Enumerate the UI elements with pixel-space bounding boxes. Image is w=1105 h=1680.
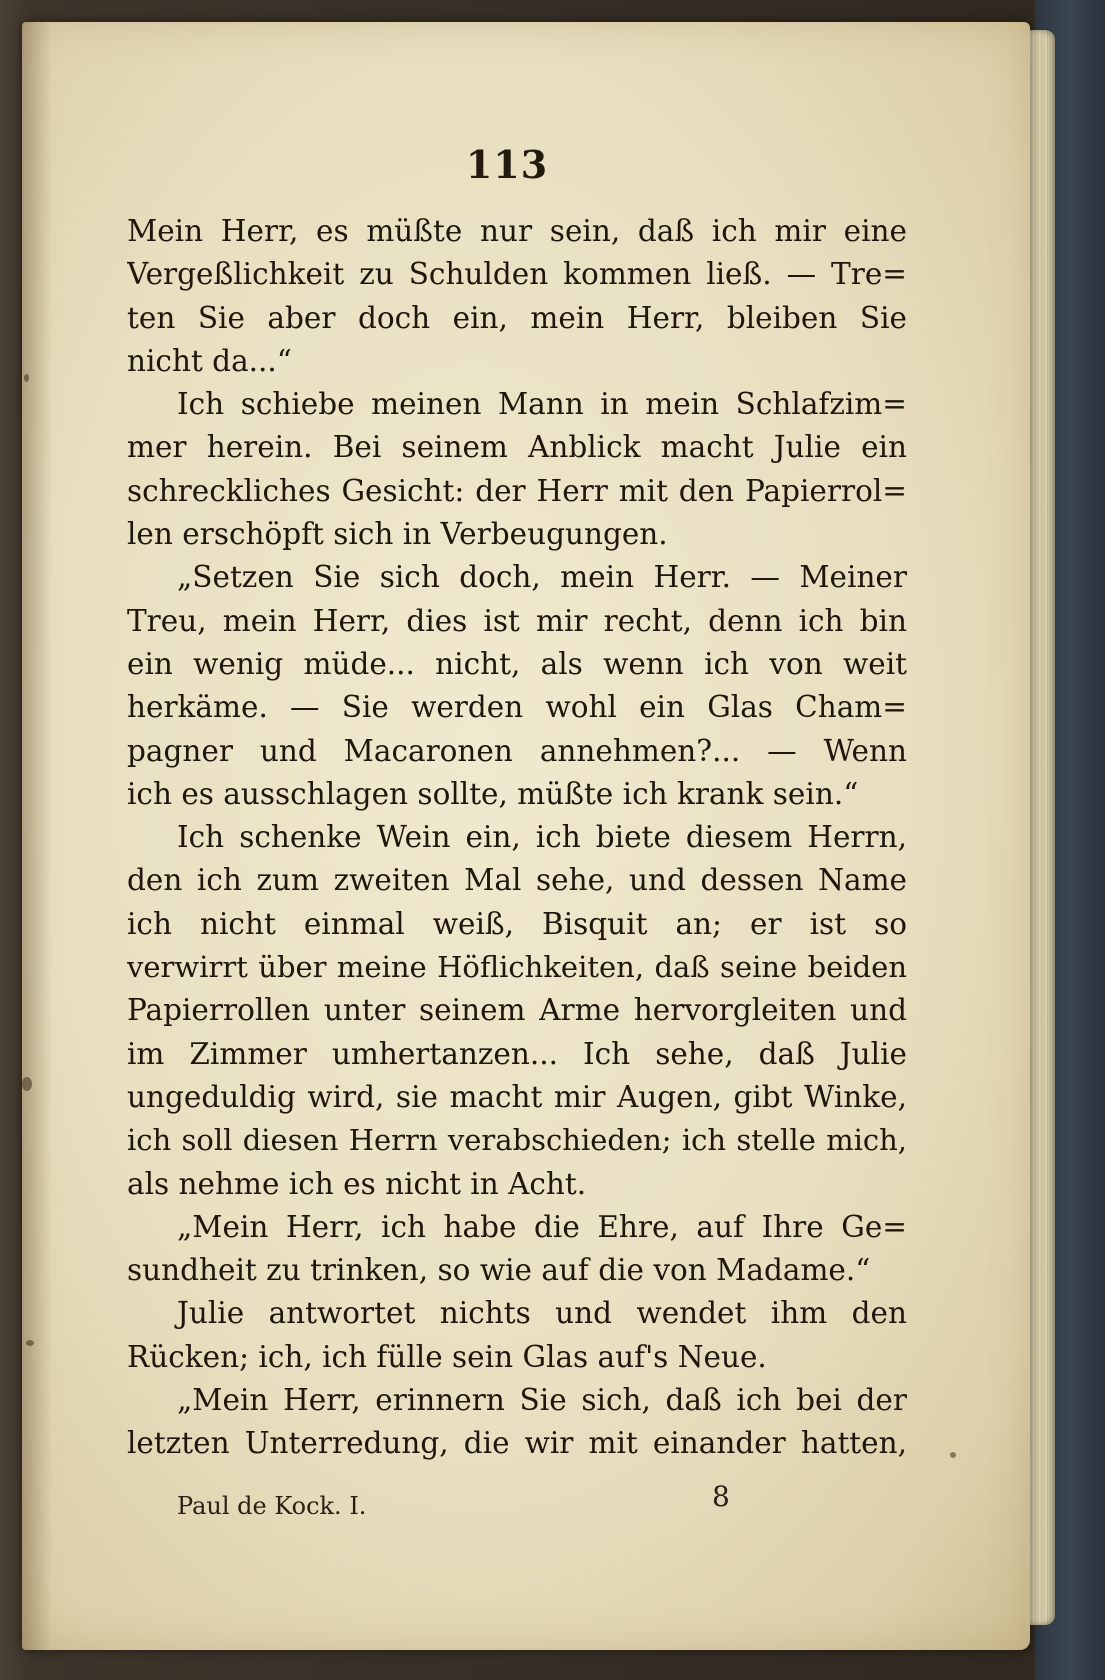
text-line: ich nicht einmal weiß, Bisquit an; er ist so <box>127 906 907 941</box>
text-line: ein wenig müde... nicht, als wenn ich von weit <box>127 646 907 681</box>
page-body-text <box>127 210 907 1466</box>
text-line: ich es ausschlagen sollte, müßte ich krank sein.“ <box>127 776 859 811</box>
text-line: Julie antwortet nichts und wendet ihm den <box>177 1296 907 1331</box>
text-line: Treu, mein Herr, dies ist mir recht, denn ich bin <box>127 603 907 638</box>
footer-signature: Paul de Kock. I. <box>177 1492 367 1520</box>
text-line: ich soll diesen Herrn verabschieden; ich stelle mich, <box>127 1123 907 1158</box>
text-line: Ich schenke Wein ein, ich biete diesem Herrn, <box>177 820 907 855</box>
text-line: verwirrt über meine Höflichkeiten, daß seine beiden <box>127 950 907 985</box>
text-line: pagner und Macaronen annehmen?... — Wenn <box>127 733 907 768</box>
text-line: Papierrollen unter seinem Arme hervorgleiten und <box>127 993 907 1028</box>
text-line: den ich zum zweiten Mal sehe, und dessen Name <box>127 863 907 898</box>
text-line: schreckliches Gesicht: der Herr mit den Papierrol= <box>127 473 907 508</box>
text-line: ungeduldig wird, sie macht mir Augen, gibt Winke, <box>127 1079 907 1114</box>
text-line: len erschöpft sich in Verbeugungen. <box>127 517 668 552</box>
footer-sheet-mark: 8 <box>712 1480 730 1513</box>
text-line: sundheit zu trinken, so wie auf die von Madame.“ <box>127 1253 871 1288</box>
text-line: „Mein Herr, erinnern Sie sich, daß ich bei der <box>177 1383 907 1418</box>
ink-speck <box>950 1452 956 1458</box>
page-number: 113 <box>465 142 549 187</box>
ink-speck <box>26 1340 34 1346</box>
text-line: Ich schiebe meinen Mann in mein Schlafzim= <box>177 387 907 422</box>
text-line: „Setzen Sie sich doch, mein Herr. — Meiner <box>177 560 907 595</box>
text-line: letzten Unterredung, die wir mit einander hatten, <box>127 1426 907 1461</box>
text-line: Mein Herr, es müßte nur sein, daß ich mir eine <box>127 214 907 248</box>
text-line: herkäme. — Sie werden wohl ein Glas Cham= <box>127 690 907 725</box>
text-line: „Mein Herr, ich habe die Ehre, auf Ihre Ge= <box>177 1209 907 1244</box>
text-line: Rücken; ich, ich fülle sein Glas auf's Neue. <box>127 1339 767 1374</box>
text-line: mer herein. Bei seinem Anblick macht Julie ein <box>127 430 907 465</box>
text-line: im Zimmer umhertanzen... Ich sehe, daß Julie <box>127 1036 907 1071</box>
text-line: ten Sie aber doch ein, mein Herr, bleiben Sie <box>127 300 907 335</box>
text-line: Vergeßlichkeit zu Schulden kommen ließ. — Tre= <box>127 257 907 292</box>
page-gutter-shadow <box>22 22 52 1650</box>
book-page <box>22 22 1030 1650</box>
ink-speck <box>24 374 29 382</box>
text-line: als nehme ich es nicht in Acht. <box>127 1166 587 1201</box>
ink-speck <box>22 1077 32 1091</box>
text-line: nicht da...“ <box>127 343 292 378</box>
